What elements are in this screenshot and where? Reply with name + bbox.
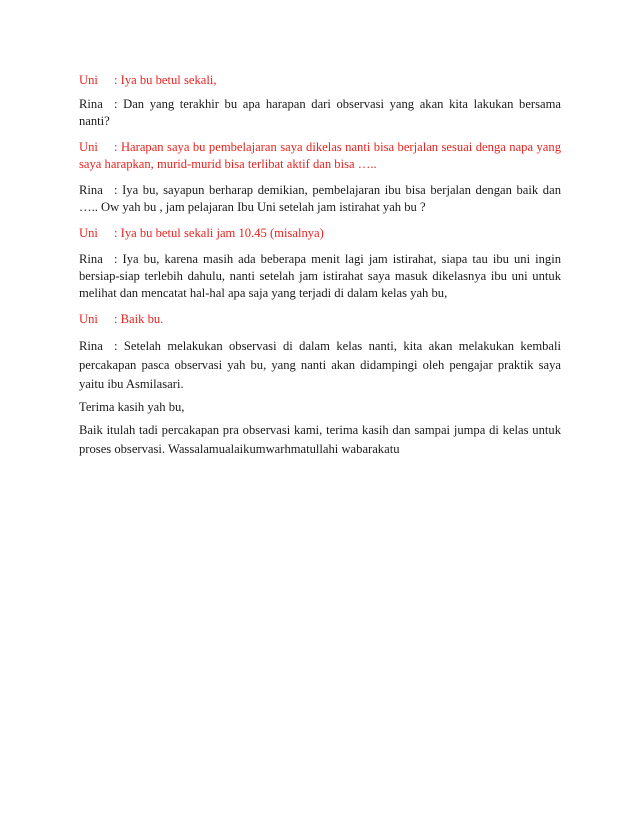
dialogue-text: : Harapan saya bu pembelajaran saya dikelas nanti bisa berjalan sesuai denga napa yang saya harapkan, murid-murid bisa terlibat aktif dan bisa ….. [79, 140, 561, 171]
dialogue-text: : Dan yang terakhir bu apa harapan dari observasi yang akan kita lakukan bersama nanti? [79, 97, 561, 128]
dialogue-line-uni-4 [79, 311, 561, 328]
dialogue-text: : Setelah melakukan observasi di dalam kelas nanti, kita akan melakukan kembali percakapan pasca observasi yah bu, yang nanti akan didampingi oleh pengajar praktik saya yaitu ibu Asmilasari. [79, 339, 561, 391]
speaker-name: Rina [79, 339, 103, 353]
speaker-name: Uni [79, 226, 98, 240]
dialogue-line-rina-4 [79, 337, 561, 394]
dialogue-text: : Iya bu, sayapun berharap demikian, pembelajaran ibu bisa berjalan dengan baik dan ….. Ow yah bu , jam pelajaran Ibu Uni setelah jam istirahat yah bu ? [79, 183, 561, 214]
speaker-name: Uni [79, 140, 98, 154]
dialogue-line-rina-1 [79, 96, 561, 130]
dialogue-text: : Iya bu, karena masih ada beberapa menit lagi jam istirahat, siapa tau ibu uni ingin bersiap-siap terlebih dahulu, nanti setelah jam istirahat saya masuk dikelasnya ibu uni untuk melihat dan mencatat hal-hal apa saja yang terjadi di dalam kelas yah bu, [79, 252, 561, 300]
speaker-name: Rina [79, 97, 103, 111]
closing-thanks: Terima kasih yah bu, [79, 400, 185, 414]
speaker-name: Uni [79, 73, 98, 87]
dialogue-line-uni-3 [79, 225, 561, 242]
speaker-name: Rina [79, 183, 103, 197]
speaker-name: Rina [79, 252, 103, 266]
dialogue-line-rina-2 [79, 182, 561, 216]
dialogue-line-rina-3 [79, 251, 561, 302]
dialogue-text: : Iya bu betul sekali jam 10.45 (misalnya) [114, 226, 324, 240]
dialogue-line-uni-2 [79, 139, 561, 173]
closing-paragraph: Baik itulah tadi percakapan pra observasi kami, terima kasih dan sampai jumpa di kelas untuk proses observasi. Wassalamualaikumwarhmatullahi wabarakatu [79, 423, 561, 456]
dialogue-line-uni-1 [79, 72, 561, 89]
dialogue-text: : Baik bu. [114, 312, 164, 326]
document-page [79, 72, 561, 459]
dialogue-text: : Iya bu betul sekali, [114, 73, 217, 87]
speaker-name: Uni [79, 312, 98, 326]
